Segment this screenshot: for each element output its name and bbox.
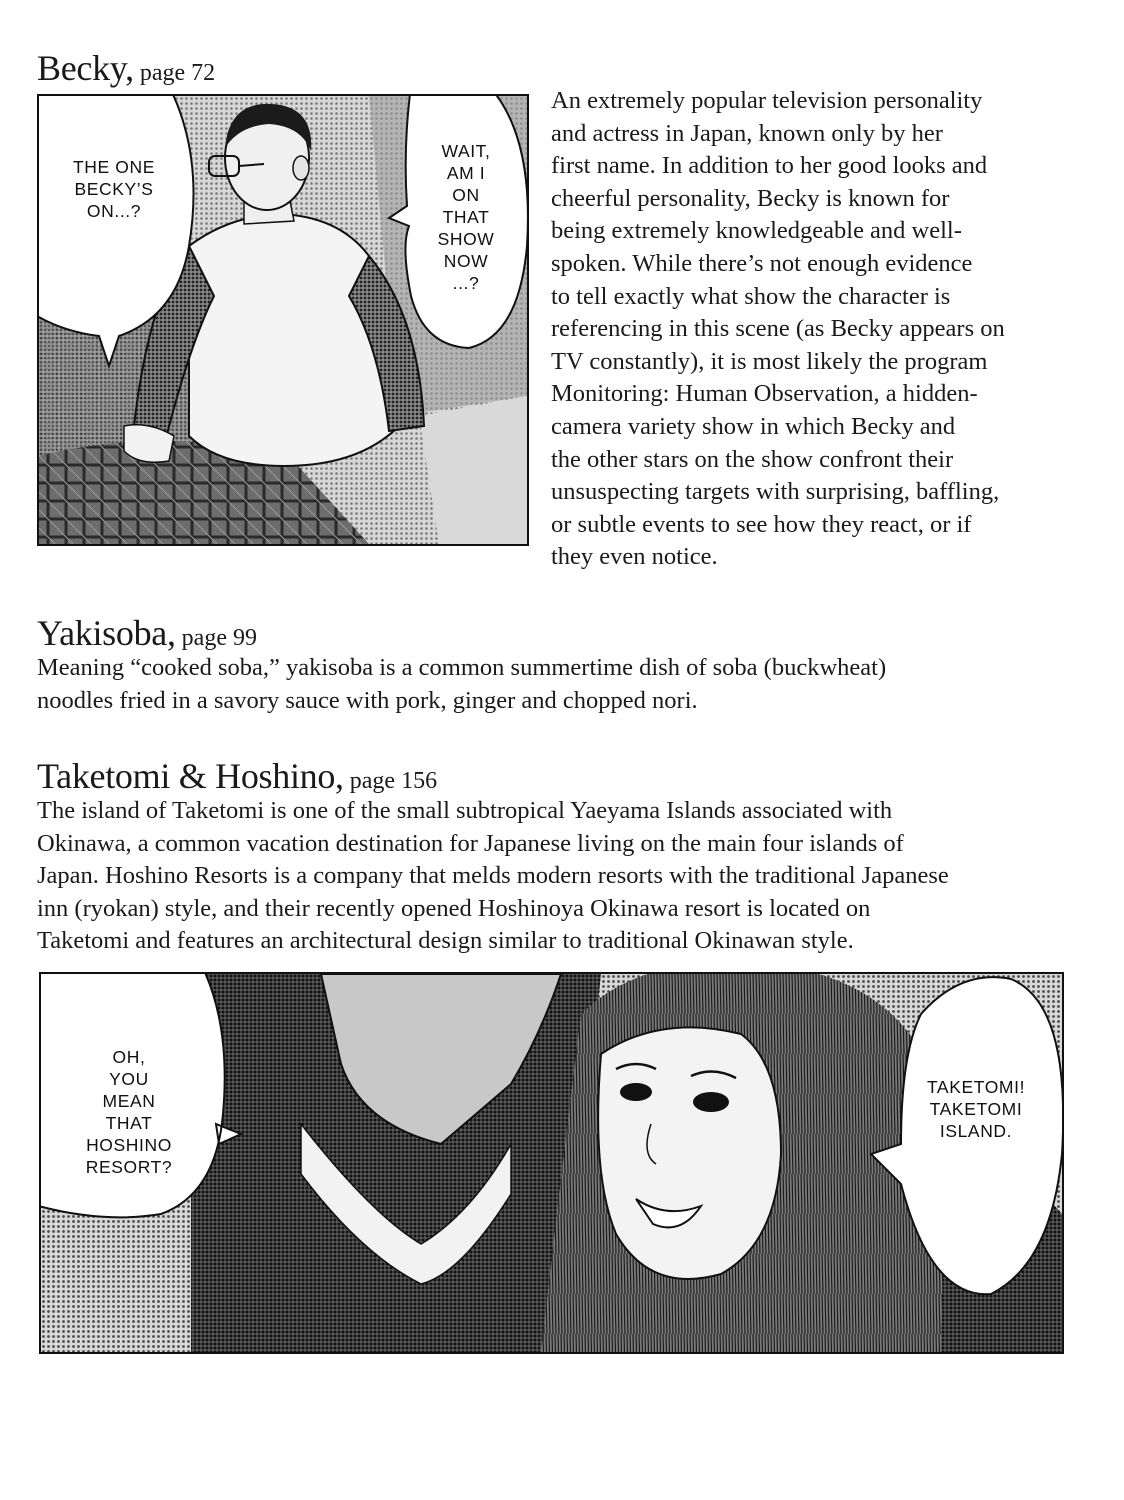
taketomi-page-ref: page 156 [349,768,438,794]
taketomi-heading [37,758,437,794]
taketomi-manga-panel [39,972,1064,1354]
becky-page-ref: page 72 [139,60,216,86]
becky-bubble-right-text: WAIT, AM I ON THAT SHOW NOW ...? [437,141,495,293]
becky-description: An extremely popular television personality and actress in Japan, known only by her first name. In addition to her good looks and cheerful personality, Becky is known for being extremely knowledgeable and well- spoken. While there’s not enough evidence to tell exactly what show the character is referencing in this scene (as Becky appears on TV constantly), it is most likely the program Monitoring: Human Observation, a hidden- camera variety show in which Becky and the other stars on the show confront their unsuspecting targets with surprising, baffling, or subtle events to see how they react, or if they even notice. [551,87,1005,571]
yakisoba-term: Yakisoba, [37,613,176,653]
becky-heading [37,50,215,86]
taketomi-bubble-left-text: OH, YOU MEAN THAT HOSHINO RESORT? [85,1047,173,1177]
taketomi-description: The island of Taketomi is one of the small subtropical Yaeyama Islands associated with Okinawa, a common vacation destination for Japanese living on the main four islands of Japan. Hoshino Resorts is a company that melds modern resorts with the traditional Japanese inn (ryokan) style, and their recently opened Hoshinoya Okinawa resort is located on Taketomi and features an architectural design similar to traditional Okinawan style. [37,797,949,955]
yakisoba-page-ref: page 99 [181,625,257,651]
yakisoba-heading [37,615,257,651]
taketomi-term: Taketomi & Hoshino, [37,756,344,796]
yakisoba-description: Meaning “cooked soba,” yakisoba is a common summertime dish of soba (buckwheat) noodles fried in a savory sauce with pork, ginger and chopped nori. [37,654,887,714]
becky-bubble-left-text: THE ONE BECKY’S ON...? [73,157,155,221]
taketomi-bubble-right-text: TAKETOMI! TAKETOMI ISLAND. [926,1077,1026,1141]
becky-manga-panel [37,94,529,546]
becky-term: Becky, [37,48,134,88]
